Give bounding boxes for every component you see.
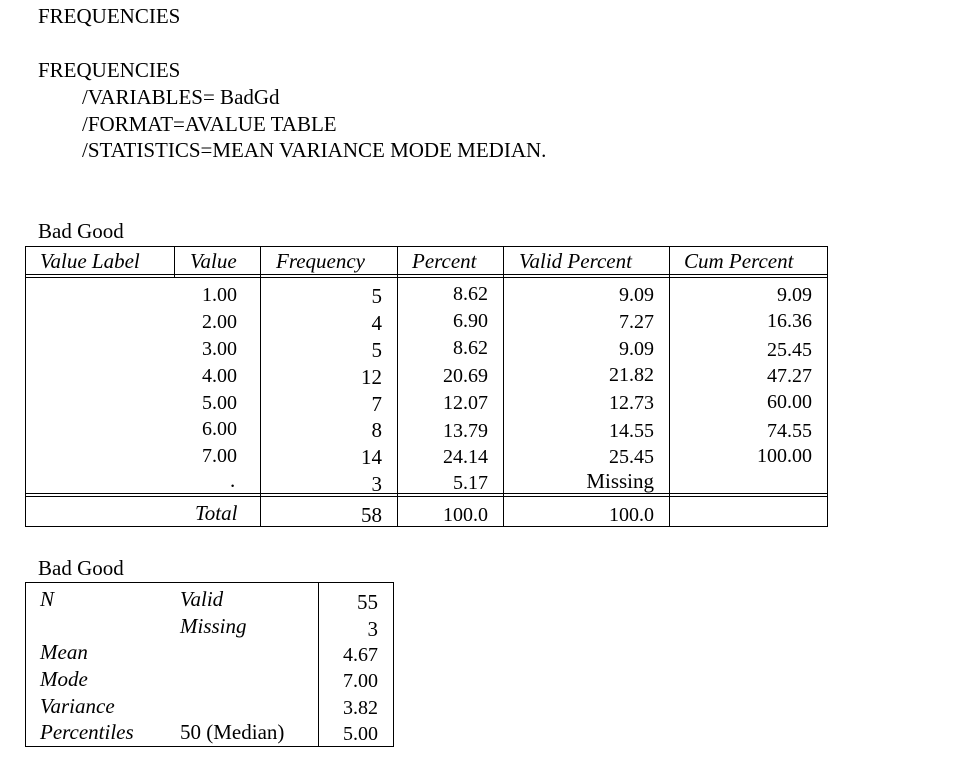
stat-valid-value: 55 bbox=[357, 590, 378, 614]
cell-cum-percent: 74.55 bbox=[767, 420, 812, 442]
cell-cum-percent: 9.09 bbox=[777, 284, 812, 306]
total-frequency: 58 bbox=[361, 503, 382, 527]
cell-cum-percent: 47.27 bbox=[767, 365, 812, 387]
syntax-command: FREQUENCIES bbox=[38, 58, 181, 82]
stat-median-value: 5.00 bbox=[343, 723, 378, 745]
cell-value: 4.00 bbox=[202, 365, 237, 387]
stat-missing-value: 3 bbox=[367, 617, 378, 641]
cell-percent: 12.07 bbox=[443, 392, 488, 414]
cell-valid-percent: 21.82 bbox=[609, 364, 654, 386]
stat-variance-label: Variance bbox=[40, 694, 115, 718]
stat-missing-label: Missing bbox=[180, 614, 247, 638]
cell-cum-percent: 100.00 bbox=[757, 445, 812, 467]
cell-percent: 24.14 bbox=[443, 446, 488, 468]
cell-valid-percent: 25.45 bbox=[609, 446, 654, 468]
cell-value: 1.00 bbox=[202, 284, 237, 306]
cell-value: 2.00 bbox=[202, 311, 237, 333]
page-title: FREQUENCIES bbox=[38, 4, 181, 28]
cell-frequency: 7 bbox=[371, 392, 382, 416]
stat-n-label: N bbox=[40, 587, 55, 611]
cell-valid-percent: 12.73 bbox=[609, 392, 654, 414]
cell-frequency: 5 bbox=[371, 338, 382, 362]
stat-percentiles-label: Percentiles bbox=[40, 720, 134, 744]
cell-percent: 8.62 bbox=[453, 337, 488, 359]
cell-value: 6.00 bbox=[202, 418, 237, 440]
header-cum-percent: Cum Percent bbox=[684, 249, 794, 273]
cell-value: 7.00 bbox=[202, 445, 237, 467]
cell-frequency: 8 bbox=[371, 418, 382, 442]
stat-mode-value: 7.00 bbox=[343, 670, 378, 692]
header-value-label: Value Label bbox=[40, 249, 140, 273]
stat-median-label: 50 (Median) bbox=[180, 720, 285, 744]
stat-mode-label: Mode bbox=[40, 667, 88, 691]
header-frequency: Frequency bbox=[276, 249, 366, 273]
syntax-line-variables: /VARIABLES= BadGd bbox=[82, 85, 280, 109]
header-value: Value bbox=[190, 249, 237, 273]
cell-valid-percent: 14.55 bbox=[609, 420, 654, 442]
cell-cum-percent: 16.36 bbox=[767, 310, 812, 332]
header-percent: Percent bbox=[412, 249, 477, 273]
total-label: Total bbox=[195, 501, 238, 525]
cell-valid-percent: 9.09 bbox=[619, 338, 654, 360]
cell-value: 5.00 bbox=[202, 392, 237, 414]
syntax-line-format: /FORMAT=AVALUE TABLE bbox=[82, 112, 337, 136]
header-valid-percent: Valid Percent bbox=[519, 249, 632, 273]
total-percent: 100.0 bbox=[443, 504, 488, 526]
cell-cum-percent: 60.00 bbox=[767, 391, 812, 413]
total-valid-percent: 100.0 bbox=[609, 504, 654, 526]
cell-valid-percent: 9.09 bbox=[619, 284, 654, 306]
cell-frequency: 14 bbox=[361, 445, 382, 469]
cell-value: 3.00 bbox=[202, 338, 237, 360]
cell-percent: 6.90 bbox=[453, 310, 488, 332]
stat-variance-value: 3.82 bbox=[343, 697, 378, 719]
statistics-table-caption: Bad Good bbox=[38, 556, 124, 580]
stat-mean-label: Mean bbox=[40, 640, 88, 664]
cell-percent: 13.79 bbox=[443, 420, 488, 442]
cell-frequency: 5 bbox=[371, 284, 382, 308]
cell-cum-percent: 25.45 bbox=[767, 339, 812, 361]
cell-frequency: 12 bbox=[361, 365, 382, 389]
cell-valid-percent: Missing bbox=[586, 469, 654, 493]
cell-percent: 5.17 bbox=[453, 472, 488, 494]
cell-valid-percent: 7.27 bbox=[619, 311, 654, 333]
cell-frequency: 4 bbox=[371, 311, 382, 335]
frequency-table-caption: Bad Good bbox=[38, 219, 124, 243]
cell-frequency: 3 bbox=[371, 472, 382, 496]
syntax-line-statistics: /STATISTICS=MEAN VARIANCE MODE MEDIAN. bbox=[82, 138, 547, 162]
cell-value: . bbox=[230, 468, 236, 492]
stat-mean-value: 4.67 bbox=[343, 644, 378, 666]
cell-percent: 8.62 bbox=[453, 283, 488, 305]
stat-valid-label: Valid bbox=[180, 587, 224, 611]
cell-percent: 20.69 bbox=[443, 365, 488, 387]
